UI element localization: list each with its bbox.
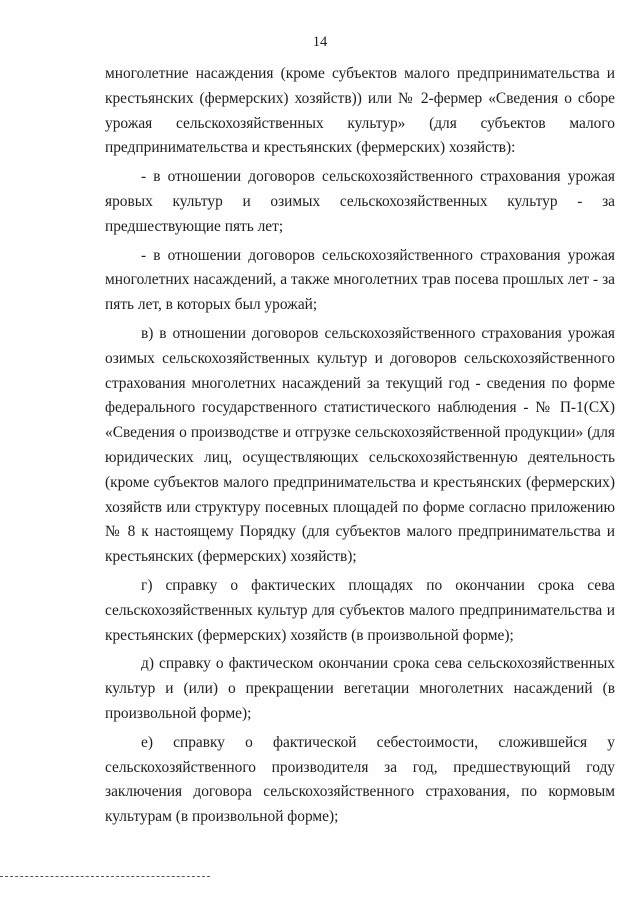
text-line: культурам (в произвольной форме);: [105, 808, 339, 826]
text-line: «Сведения о производстве и отгрузке сельскохозяйственной продукции» (для: [105, 424, 615, 442]
text-line: предпринимательства и крестьянских (фермерских) хозяйств):: [105, 139, 516, 157]
text-line: хозяйств или структуру посевных площадей по форме согласно приложению: [105, 498, 615, 516]
text-line: в) в отношении договоров сельскохозяйственного страхования урожая: [141, 324, 615, 342]
paragraph: [105, 62, 615, 161]
text-line: г) справку о фактических площадях по окончании срока сева: [141, 576, 615, 594]
text-line: сельскохозяйственного производителя за год, предшествующий году: [105, 758, 615, 776]
text-line: пять лет, в которых был урожай;: [105, 296, 318, 314]
text-line: е) справку о фактической себестоимости, сложившейся у: [141, 733, 615, 751]
paragraph: [105, 165, 615, 239]
paragraph: [105, 652, 615, 726]
text-line: многолетние насаждения (кроме субъектов малого предпринимательства и: [105, 65, 615, 82]
text-line: крестьянских (фермерских) хозяйств)) или № 2-фермер «Сведения о сборе: [105, 89, 615, 107]
footnote-divider: [0, 876, 210, 877]
text-line: юридических лиц, осуществляющих сельскохозяйственную деятельность: [105, 448, 615, 466]
text-line: - в отношении договоров сельскохозяйственного страхования урожая: [141, 168, 615, 186]
text-line: культур и (или) о прекращении вегетации многолетних насаждений (в: [105, 680, 615, 698]
text-line: крестьянских (фермерских) хозяйств (в произвольной форме);: [105, 626, 514, 644]
text-line: федерального государственного статистического наблюдения - № П-1(СХ): [105, 399, 615, 417]
page-number: 14: [312, 34, 328, 50]
text-line: озимых сельскохозяйственных культур и договоров сельскохозяйственного: [105, 349, 615, 367]
text-line: предшествующие пять лет;: [105, 217, 284, 235]
text-line: заключения договора сельскохозяйственного страхования, по кормовым: [105, 783, 615, 801]
text-line: урожая сельскохозяйственных культур» (для субъектов малого: [105, 114, 615, 132]
body-text: [105, 62, 615, 830]
text-line: крестьянских (фермерских) хозяйств);: [105, 548, 357, 566]
text-line: (кроме субъектов малого предпринимательства и крестьянских (фермерских): [105, 473, 615, 491]
text-line: страхования многолетних насаждений за текущий год - сведения по форме: [105, 374, 615, 392]
text-line: произвольной форме);: [105, 704, 252, 722]
paragraph: [105, 731, 615, 830]
paragraph: [105, 322, 615, 570]
paragraph: [105, 244, 615, 318]
text-line: сельскохозяйственных культур для субъектов малого предпринимательства и: [105, 601, 615, 619]
paragraph: [105, 574, 615, 648]
text-line: - в отношении договоров сельскохозяйственного страхования урожая: [141, 246, 615, 264]
text-line: д) справку о фактическом окончании срока сева сельскохозяйственных: [141, 655, 615, 673]
text-line: многолетних насаждений, а также многолетних трав посева прошлых лет - за: [105, 271, 615, 289]
text-line: № 8 к настоящему Порядку (для субъектов малого предпринимательства и: [105, 523, 615, 541]
text-line: яровых культур и озимых сельскохозяйственных культур - за: [105, 192, 615, 210]
